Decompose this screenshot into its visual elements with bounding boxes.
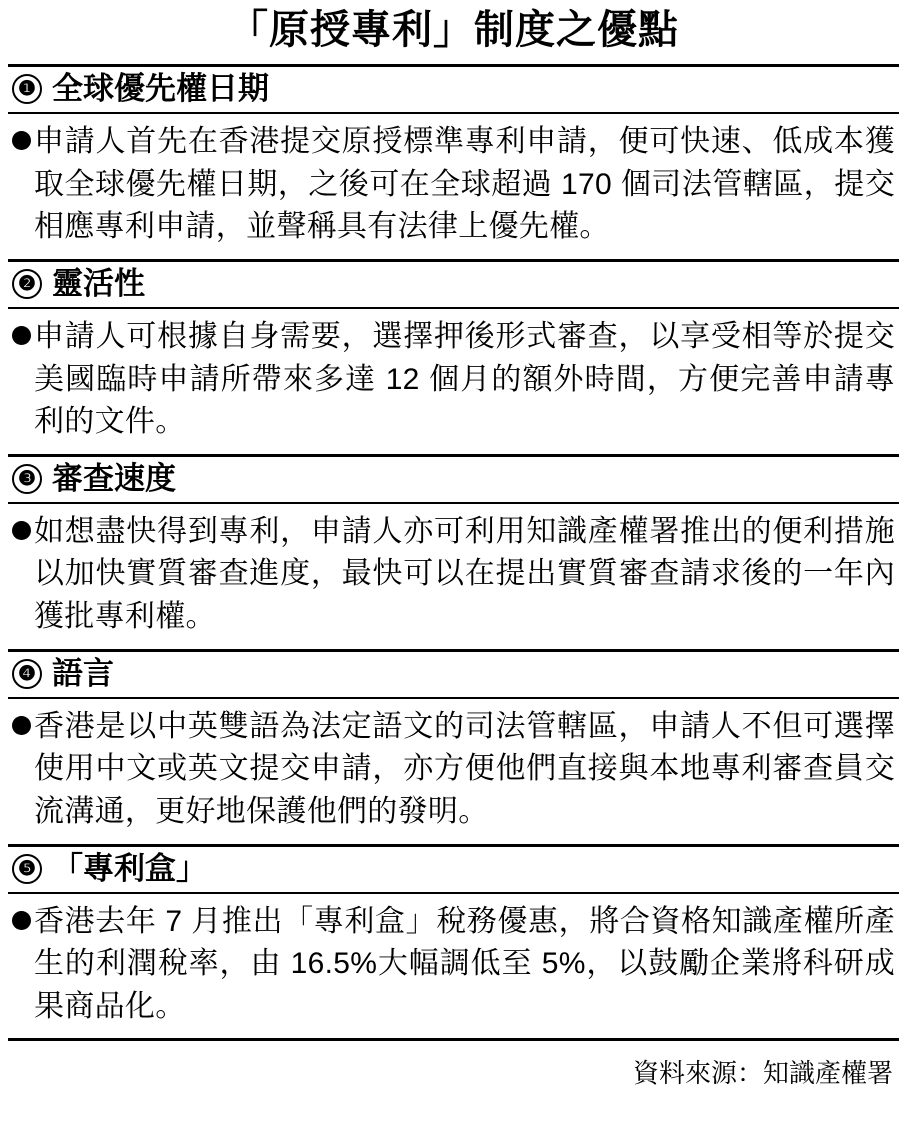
section-text: 申請人可根據自身需要，選擇押後形式審查，以享受相等於提交美國臨時申請所帶來多達 12 個月的額外時間，方便完善申請專利的文件。 [34, 319, 895, 439]
section-text: 香港是以中英雙語為法定語文的司法管轄區，申請人不但可選擇使用中文或英文提交申請，亦方便他們直接與本地專利審查員交流溝通，更好地保護他們的發明。 [34, 709, 895, 828]
section-4 [8, 652, 899, 847]
section-number-badge: ❹ [12, 659, 42, 689]
section-number-badge: ❷ [12, 269, 42, 299]
bullet-icon [12, 911, 31, 930]
section-number-badge: ❺ [12, 854, 42, 884]
section-body [8, 699, 899, 844]
section-body [8, 309, 899, 454]
section-3 [8, 457, 899, 652]
section-heading: 靈活性 [52, 265, 145, 301]
section-body [8, 894, 899, 1039]
section-body [8, 504, 899, 649]
bullet-icon [12, 326, 31, 345]
bullet-icon [12, 521, 31, 540]
section-header [8, 847, 899, 894]
section-body [8, 114, 899, 259]
bullet-icon [12, 131, 31, 150]
source-note: 資料來源：知識產權署 [632, 1059, 893, 1089]
section-header [8, 262, 899, 309]
section-5 [8, 847, 899, 1042]
section-heading: 語言 [52, 655, 114, 691]
section-text: 申請人首先在香港提交原授標準專利申請，便可快速、低成本獲取全球優先權日期，之後可在全球超過 170 個司法管轄區，提交相應專利申請，並聲稱具有法律上優先權。 [34, 125, 895, 244]
section-header [8, 652, 899, 699]
section-2 [8, 262, 899, 457]
section-number-badge: ❶ [12, 74, 42, 104]
section-text: 如想盡快得到專利，申請人亦可利用知識產權署推出的便利措施以加快實質審查進度，最快可以在提出實質審查請求後的一年內獲批專利權。 [34, 514, 895, 634]
section-header [8, 457, 899, 504]
section-heading: 全球優先權日期 [52, 71, 269, 106]
bullet-icon [12, 716, 31, 735]
section-text: 香港去年 7 月推出「專利盒」稅務優惠，將合資格知識產權所產生的利潤稅率，由 16.5%大幅調低至 5%，以鼓勵企業將科研成果商品化。 [34, 904, 895, 1023]
section-1 [8, 67, 899, 262]
section-number-badge: ❸ [12, 464, 42, 494]
section-heading: 審查速度 [52, 460, 176, 496]
section-header [8, 67, 899, 114]
page-title: 「原授專利」制度之優點 [228, 8, 679, 52]
section-heading: 「專利盒」 [52, 850, 207, 886]
